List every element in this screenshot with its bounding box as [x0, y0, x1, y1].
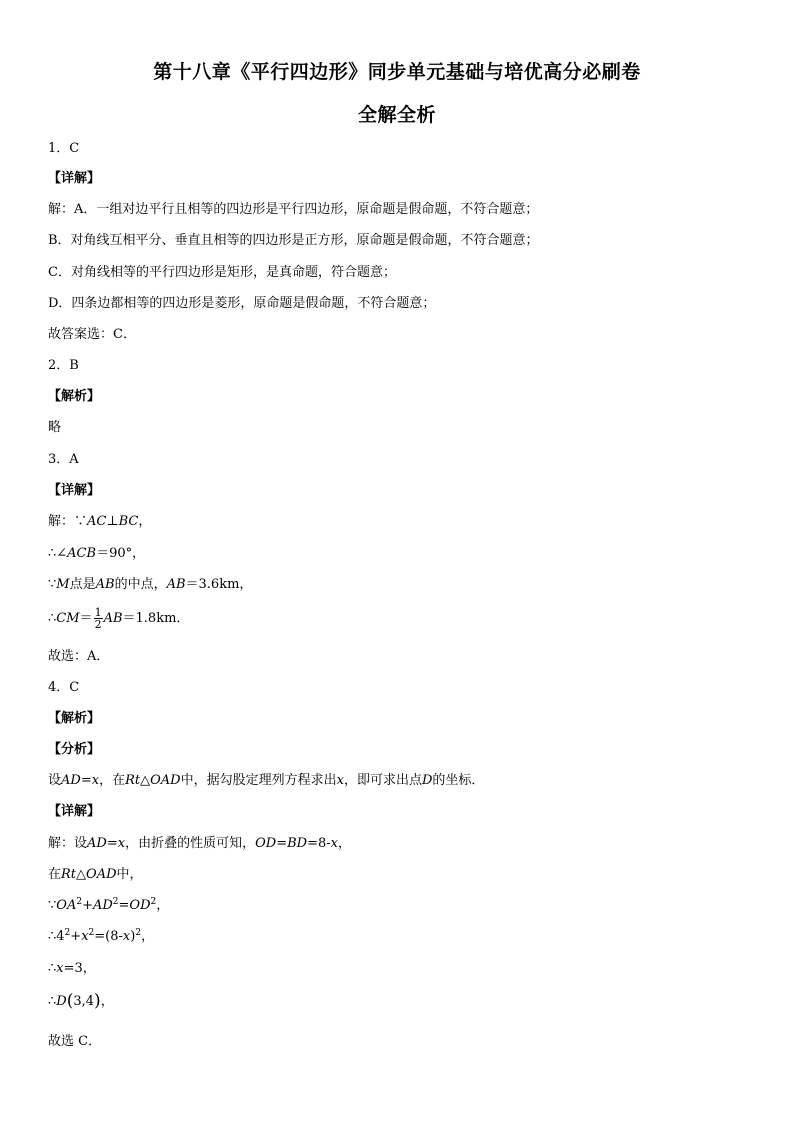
q4-b-eq2: = — [276, 836, 288, 851]
q3-l4-cm: CM — [56, 611, 80, 626]
q4-f-pre: ∴ — [48, 961, 57, 976]
q4-tag-analysis: 【解析】 — [48, 711, 101, 726]
q4-a-mid2: 中，据勾股定理列方程求出 — [180, 773, 337, 788]
q4-b-eq3: =8- — [307, 836, 331, 851]
document-subtitle: 全解全析 — [357, 104, 436, 126]
q4-x-value-line — [48, 960, 96, 978]
q4-b-ad: AD — [87, 836, 107, 851]
q2-tag: 【解析】 — [48, 389, 101, 404]
q3-l1-end: ， — [138, 514, 152, 529]
q4-d-sq2: 2 — [112, 897, 119, 907]
q3-l3-ab: AB — [95, 577, 115, 592]
q4-g-pre: ∴ — [48, 994, 57, 1009]
q4-e-sq1: 2 — [64, 928, 71, 938]
q4-point-line — [48, 992, 114, 1011]
q4-d-od: OD — [129, 898, 151, 913]
q4-equation-line — [48, 928, 154, 946]
q4-e-sq2: 2 — [88, 928, 95, 938]
q4-e-sq3: 2 — [135, 928, 142, 938]
q3-l2-end: ＝90°， — [96, 546, 146, 561]
q4-a-mid: ，在 — [99, 773, 126, 788]
q1-line-b: B．对角线互相平分、垂直且相等的四边形是正方形，原命题是假命题，不符合题意； — [48, 233, 539, 248]
q4-c-tri: △ — [76, 867, 87, 882]
q4-c-pre: 在 — [48, 867, 62, 882]
q4-d-pre: ∵ — [48, 898, 57, 913]
q3-l3-ab2: AB — [166, 577, 186, 592]
q4-d-sq1: 2 — [76, 897, 83, 907]
q1-tag: 【详解】 — [48, 171, 101, 186]
q3-l3-mid2: 的中点， — [114, 577, 167, 592]
q3-l4-ab: AB — [103, 611, 123, 626]
q4-triangle-line — [48, 866, 143, 884]
q4-d-end: ， — [156, 898, 170, 913]
q4-a-eq: = — [80, 773, 92, 788]
q2-answer: 2．B — [48, 358, 79, 373]
q4-g-val: 3,4 — [73, 994, 95, 1009]
q4-tag-fenxi: 【分析】 — [48, 742, 101, 757]
q4-g-end: ， — [100, 994, 114, 1009]
q4-e-plus: + — [70, 929, 82, 944]
q4-tag-detail: 【详解】 — [48, 804, 101, 819]
q4-e-pre: ∴4 — [48, 929, 65, 944]
q1-conclusion: 故答案选：C． — [48, 327, 136, 342]
q3-l1-bc: BC — [118, 514, 139, 529]
q4-a-d: D — [421, 773, 433, 788]
q4-d-sq3: 2 — [150, 897, 157, 907]
q4-a-mid3: ，即可求出点 — [343, 773, 422, 788]
q4-a-rt: Rt — [125, 773, 141, 788]
q4-c-rt: Rt — [61, 867, 77, 882]
q4-b-mid: ，由折叠的性质可知， — [125, 836, 256, 851]
q4-a-tri: △ — [140, 773, 151, 788]
q3-l3-end: ＝3.6km， — [185, 577, 253, 592]
q3-l4-end: ＝1.8km． — [122, 611, 190, 626]
q4-a-ad: AD — [61, 773, 81, 788]
q3-l3-pre: ∵ — [48, 577, 57, 592]
q3-l1-perp: ⊥ — [106, 514, 119, 529]
q4-d-eq: = — [118, 898, 130, 913]
q3-l3-m: M — [56, 577, 70, 592]
q4-a-x: x — [91, 773, 100, 788]
q3-tag: 【详解】 — [48, 483, 101, 498]
q4-d-ad: AD — [92, 898, 113, 913]
q4-b-x: x — [117, 836, 126, 851]
q3-line-2 — [48, 545, 145, 563]
q4-g-close: ) — [94, 991, 101, 1011]
q3-line-4 — [48, 607, 189, 630]
q4-d-plus: + — [82, 898, 93, 913]
q3-l2-pre: ∴∠ — [48, 546, 68, 561]
q1-line-a: 解：A．一组对边平行且相等的四边形是平行四边形，原命题是假命题，不符合题意； — [48, 202, 539, 217]
q4-a-x2: x — [336, 773, 344, 788]
q4-pythagoras-line — [48, 897, 169, 915]
q2-text: 略 — [48, 420, 62, 435]
document-title: 第十八章《平行四边形》同步单元基础与培优高分必刷卷 — [153, 61, 641, 83]
q4-e-end: ， — [141, 929, 155, 944]
fraction-denominator: 2 — [94, 618, 102, 631]
q4-f-end: =3， — [63, 961, 96, 976]
q4-b-od: OD — [255, 836, 277, 851]
q4-d-oa: OA — [56, 898, 77, 913]
q1-line-d: D．四条边都相等的四边形是菱形，原命题是假命题，不符合题意； — [48, 296, 436, 311]
q3-l1-ac: AC — [87, 514, 107, 529]
q4-e-x: x — [81, 929, 89, 944]
q4-e-close: ) — [130, 929, 136, 944]
q1-line-c: C．对角线相等的平行四边形是矩形，是真命题，符合题意； — [48, 265, 396, 280]
q4-e-x2: x — [122, 929, 131, 944]
q4-answer: 4．C — [48, 680, 80, 695]
q4-g-d: D — [56, 994, 67, 1009]
q4-conclusion: 故选 C． — [48, 1034, 102, 1049]
q1-answer: 1．C — [48, 141, 80, 156]
q4-a-end: 的坐标． — [432, 773, 485, 788]
q3-line-3 — [48, 576, 252, 594]
q3-l4-pre: ∴ — [48, 611, 57, 626]
q3-l1-pre: 解：∵ — [48, 514, 88, 529]
q4-b-eq: = — [106, 836, 118, 851]
fraction-numerator: 1 — [94, 606, 102, 619]
q4-f-x: x — [56, 961, 64, 976]
q4-a-pre: 设 — [48, 773, 62, 788]
q4-b-x2: x — [330, 836, 338, 851]
q3-answer: 3．A — [48, 452, 79, 467]
q3-l4-eq: ＝ — [79, 611, 93, 626]
q3-conclusion: 故选：A． — [48, 649, 110, 664]
q4-g-open: ( — [66, 991, 74, 1011]
q4-b-bd: BD — [287, 836, 308, 851]
q4-a-oad: OAD — [150, 773, 181, 788]
q4-b-end: ， — [337, 836, 351, 851]
q3-line-1 — [48, 513, 151, 531]
q3-l2-acb: ACB — [67, 546, 97, 561]
q3-l3-mid: 点是 — [69, 577, 96, 592]
q4-e-eq: =(8- — [94, 929, 123, 944]
q4-solution-line — [48, 835, 351, 853]
q4-c-end: 中， — [116, 867, 143, 882]
q4-analysis-line — [48, 772, 484, 790]
q4-c-oad: OAD — [86, 867, 117, 882]
q4-b-pre: 解：设 — [48, 836, 88, 851]
fraction-one-half — [94, 607, 103, 630]
